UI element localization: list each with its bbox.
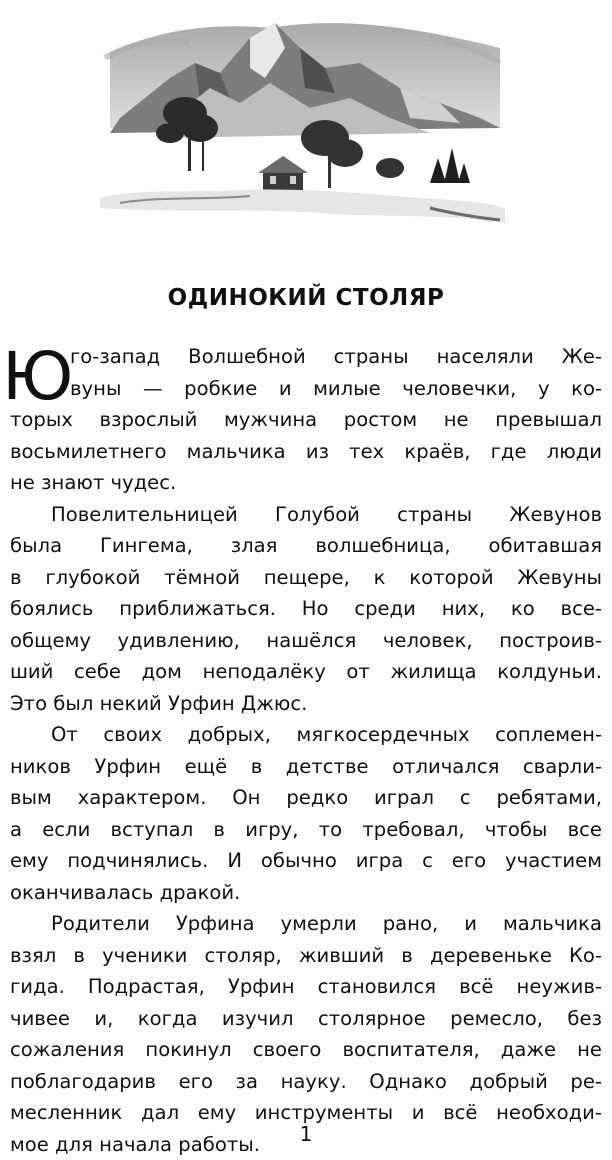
drop-cap-letter: Ю [2,347,73,407]
text-line: чивее и, когда изучил столярное ремесло, без [10,1003,602,1035]
text-line: сожаления покинул своего воспитателя, даже не [10,1034,602,1066]
page-number: 1 [0,1122,612,1146]
text-line: ший себе дом неподалёку от жилища колдуньи. [10,656,602,688]
paragraph [10,499,602,720]
winter-landscape-illustration [100,8,505,248]
chapter-illustration [100,8,505,248]
text-line: го-запад Волшебной страны населяли Же- [10,341,602,373]
text-line: торых взрослый мужчина ростом не превышал [10,404,602,436]
text-line: восьмилетнего мальчика из тех краёв, где люди [10,436,602,468]
paragraph [10,719,602,908]
text-line: ников Урфин ещё в детстве отличался сварли- [10,751,602,783]
text-line: вым характером. Он редко играл с ребятами, [10,782,602,814]
text-line: Повелительницей Голубой страны Жевунов [10,499,602,531]
text-line: От своих добрых, мягкосердечных соплемен- [10,719,602,751]
text-line: ему подчинялись. И обычно игра с его участием [10,845,602,877]
text-line: Это был некий Урфин Джюс. [10,688,602,720]
text-line: в глубокой тёмной пещере, к которой Жевуны [10,562,602,594]
chapter-title: ОДИНОКИЙ СТОЛЯР [0,285,612,311]
text-line: не знают чудес. [10,467,602,499]
text-line: боялись приближаться. Но среди них, ко все- [10,593,602,625]
text-line: общему удивлению, нашёлся человек, построив- [10,625,602,657]
text-line: была Гингема, злая волшебница, обитавшая [10,530,602,562]
text-line: гида. Подрастая, Урфин становился всё неужив- [10,971,602,1003]
text-line: вуны — робкие и милые человечки, у ко- [10,373,602,405]
text-line: взял в ученики столяр, живший в деревеньке Ко- [10,940,602,972]
paragraph [10,341,602,499]
text-line: мое для начала работы. [10,1129,602,1160]
text-line: месленник дал ему инструменты и всё необходи- [10,1097,602,1129]
chapter-body-text [10,341,602,1160]
text-line: а если вступал в игру, то требовал, чтобы все [10,814,602,846]
text-line: поблагодарив его за науку. Однако добрый ре- [10,1066,602,1098]
text-line: Родители Урфина умерли рано, и мальчика [10,908,602,940]
text-line: оканчивалась дракой. [10,877,602,909]
